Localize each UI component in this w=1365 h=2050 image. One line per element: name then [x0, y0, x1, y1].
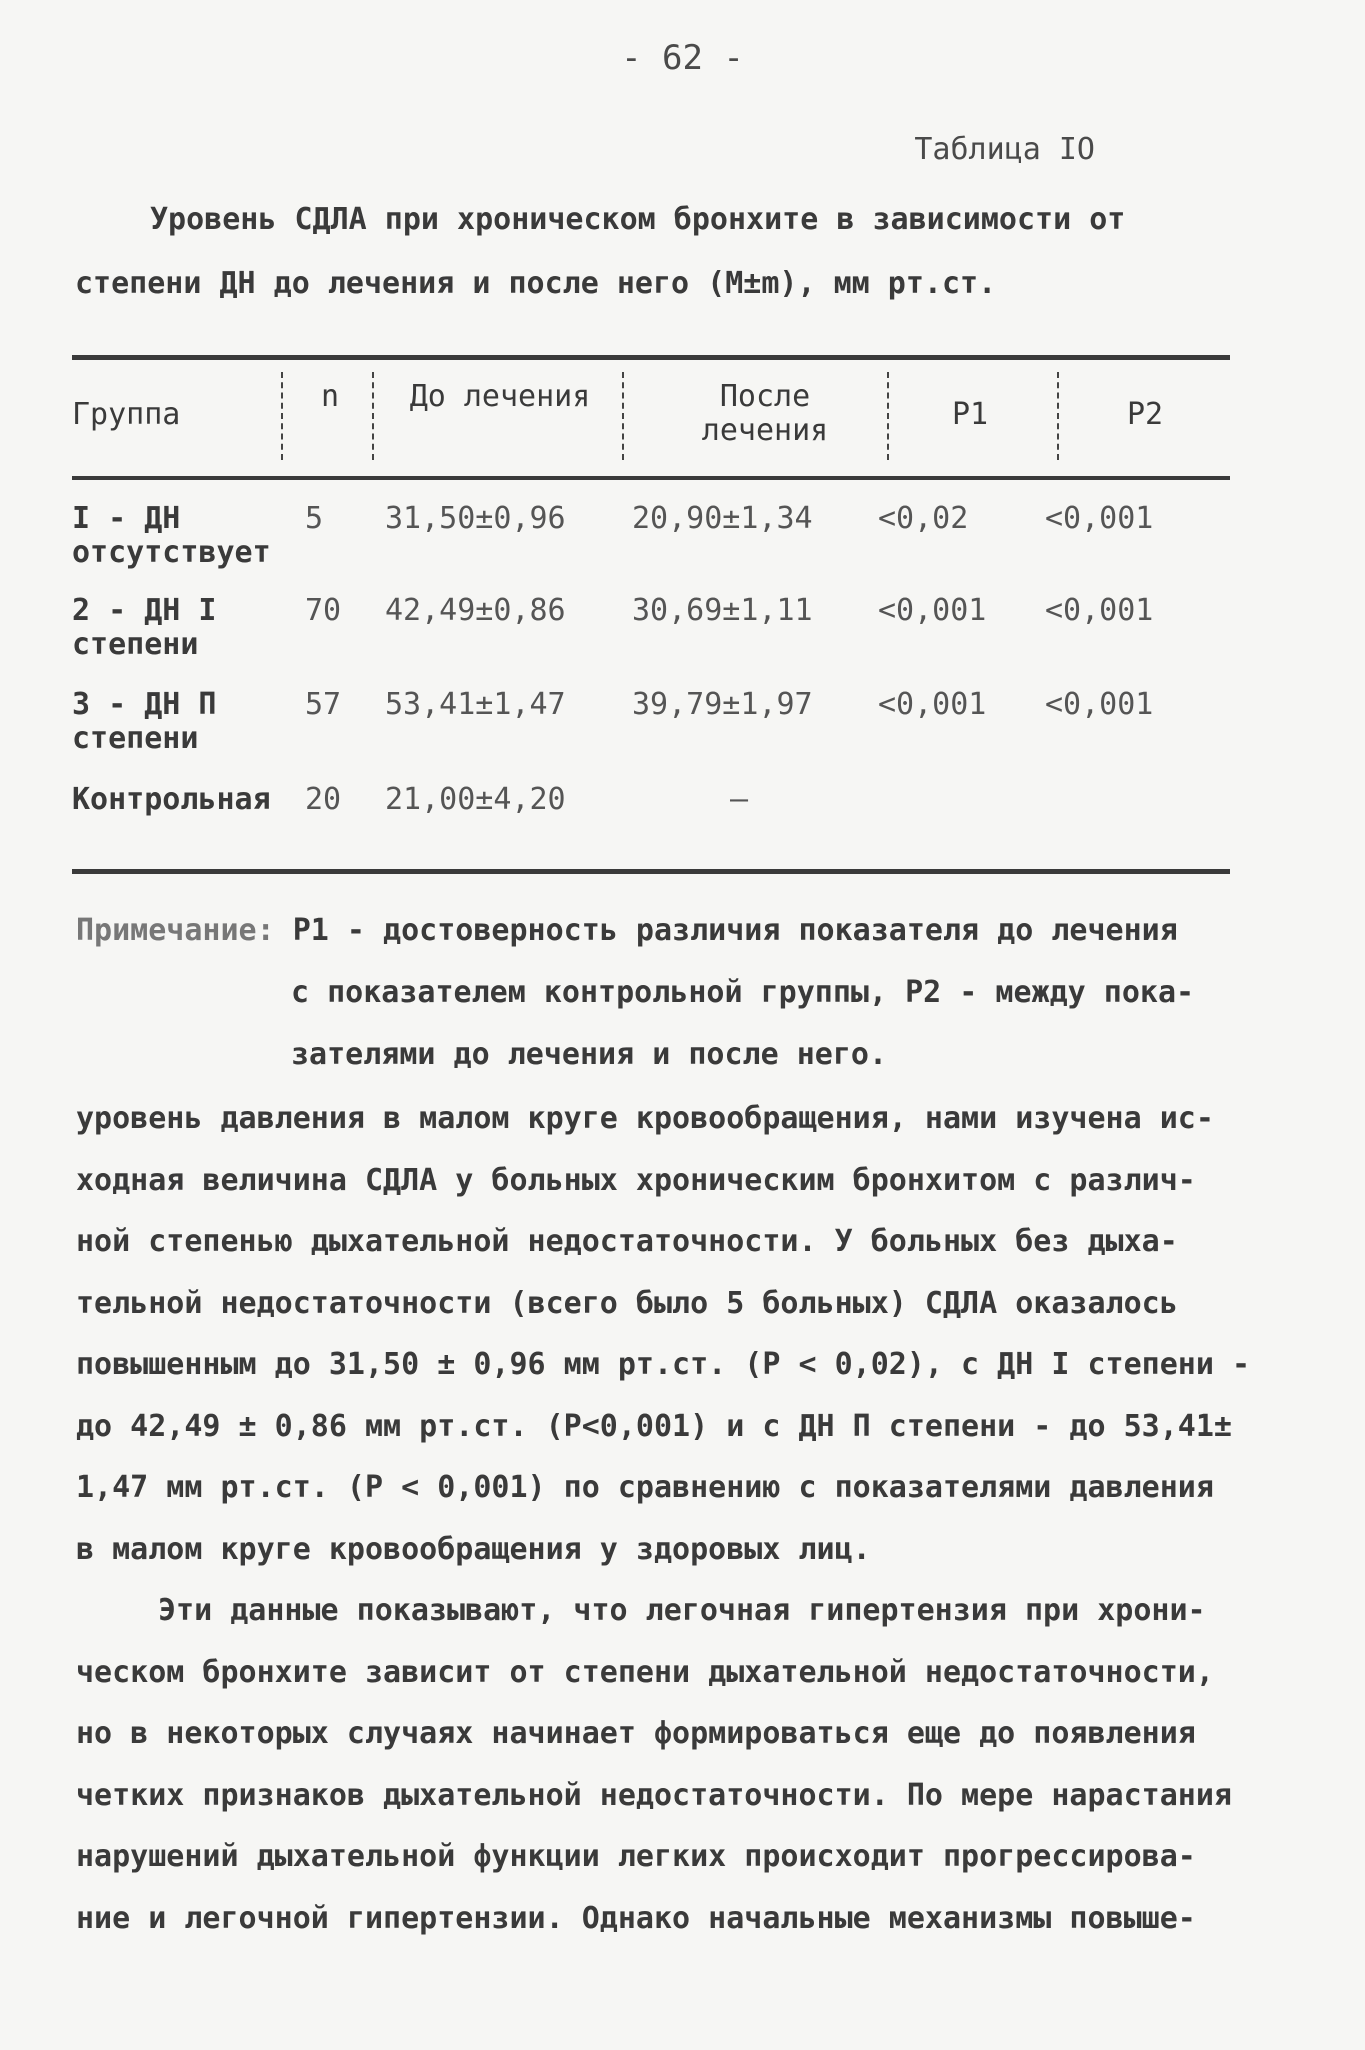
- note-line-3: зателями до лечения и после него.: [291, 1037, 888, 1072]
- body-line: повышенным до 31,50 ± 0,96 мм рт.ст. (P < 0,02), с ДН I степени -: [76, 1347, 1250, 1382]
- page-number: - 62 -: [621, 38, 744, 78]
- table-caption: [75, 188, 1200, 316]
- row-1-p1: <0,02: [878, 501, 969, 536]
- caption-line-2: степени ДН до лечения и после него (М±m), мм рт.ст.: [75, 266, 997, 301]
- table-label: Таблица IO: [914, 132, 1095, 167]
- row-1-after: 20,90±1,34: [632, 501, 813, 536]
- row-1-before: 31,50±0,96: [385, 501, 566, 536]
- body-line: Эти данные показывают, что легочная гипертензия при хрони-: [158, 1593, 1206, 1628]
- note-label: Примечание:: [76, 913, 275, 948]
- row-4-after: –: [730, 782, 749, 817]
- body-line: ходная величина СДЛА у больных хроническим бронхитом с различ-: [76, 1162, 1196, 1198]
- row-3-p1: <0,001: [878, 687, 987, 722]
- body-line: ной степенью дыхательной недостаточности. У больных без дыха-: [76, 1224, 1178, 1259]
- row-4-before: 21,00±4,20: [385, 782, 566, 817]
- note-line-1: P1 - достоверность различия показателя до лечения: [292, 913, 1178, 948]
- row-3-after: 39,79±1,97: [632, 687, 813, 722]
- row-2-after: 30,69±1,11: [632, 593, 813, 628]
- body-line: нарушений дыхательной функции легких происходит прогрессирова-: [76, 1839, 1196, 1874]
- row-3-n: 57: [305, 687, 342, 722]
- row-3-before: 53,41±1,47: [385, 687, 566, 722]
- row-1-n: 5: [305, 501, 324, 536]
- body-line: до 42,49 ± 0,86 мм рт.ст. (P<0,001) и с ДН П степени - до 53,41±: [76, 1408, 1232, 1444]
- header-divider: [887, 372, 891, 460]
- table-note: [76, 900, 1256, 1086]
- row-2-before: 42,49±0,86: [385, 593, 566, 628]
- header-p1: P1: [951, 397, 989, 432]
- header-divider: [281, 372, 285, 460]
- header-p2: P2: [1126, 397, 1164, 432]
- row-1-group: I - ДН отсутствует: [72, 501, 271, 570]
- header-divider: [372, 372, 376, 460]
- body-line: в малом круге кровообращения у здоровых лиц.: [76, 1531, 871, 1567]
- row-3-group: 3 - ДН П степени: [72, 687, 217, 756]
- header-group: Группа: [72, 397, 181, 432]
- row-3-p2: <0,001: [1045, 687, 1154, 722]
- table-top-rule: [72, 355, 1230, 360]
- header-before: До лечения: [409, 379, 591, 414]
- row-2-p2: <0,001: [1045, 593, 1154, 628]
- body-line: ческом бронхите зависит от степени дыхательной недостаточности,: [76, 1654, 1214, 1690]
- body-line: но в некоторых случаях начинает формироваться еще до появления: [76, 1716, 1196, 1751]
- row-2-group: 2 - ДН I степени: [72, 593, 217, 662]
- body-text: [76, 1088, 1286, 1949]
- header-after: После лечения: [701, 379, 829, 448]
- row-1-p2: <0,001: [1045, 501, 1154, 536]
- note-line-2: с показателем контрольной группы, P2 - между пока-: [291, 975, 1195, 1010]
- body-line: тельной недостаточности (всего было 5 больных) СДЛА оказалось: [76, 1285, 1178, 1321]
- body-line: ние и легочной гипертензии. Однако начальные механизмы повыше-: [76, 1900, 1196, 1936]
- row-4-group: Контрольная: [72, 782, 271, 817]
- table-header-rule: [72, 476, 1230, 480]
- row-2-p1: <0,001: [878, 593, 987, 628]
- header-n: n: [320, 379, 340, 414]
- body-line: 1,47 мм рт.ст. (P < 0,001) по сравнению с показателями давления: [76, 1470, 1214, 1505]
- caption-line-1: Уровень СДЛА при хроническом бронхите в зависимости от: [150, 202, 1126, 237]
- table-bottom-rule: [72, 869, 1230, 874]
- header-divider: [622, 372, 626, 460]
- header-divider: [1057, 372, 1061, 460]
- row-2-n: 70: [305, 593, 342, 628]
- body-line: четких признаков дыхательной недостаточности. По мере нарастания: [76, 1777, 1232, 1813]
- body-line: уровень давления в малом круге кровообращения, нами изучена ис-: [76, 1101, 1214, 1136]
- row-4-n: 20: [305, 782, 342, 817]
